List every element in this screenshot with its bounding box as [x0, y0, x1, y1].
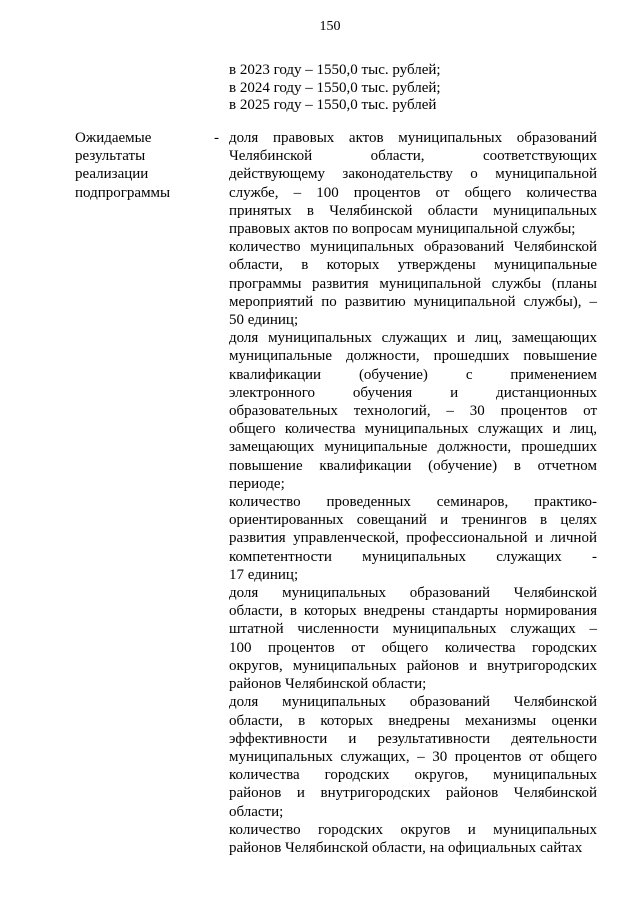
label-line: результаты: [75, 148, 146, 165]
paragraph-line: ориентированных совещаний и тренингов в целях: [229, 512, 597, 529]
label-line: реализации: [75, 166, 149, 183]
result-paragraph: [229, 493, 597, 584]
result-paragraph: [229, 821, 597, 857]
paragraph-line: доля муниципальных образований Челябинской: [229, 585, 597, 602]
paragraph-line: доля муниципальных образований Челябинской: [229, 694, 597, 711]
paragraph-line: замещающих муниципальные должности, прошедших: [229, 439, 597, 456]
separator-dash: -: [214, 130, 219, 146]
paragraph-line: общего количества муниципальных служащих и лиц,: [229, 421, 597, 438]
paragraph-line: электронного обучения и дистанционных: [229, 384, 597, 401]
paragraph-line: районов и внутригородских районов Челябинской: [229, 785, 597, 802]
paragraph-line: 100 процентов от общего количества городских: [229, 639, 597, 656]
paragraph-line: образовательных технологий, – 30 процентов от: [229, 403, 597, 420]
paragraph-line: доля муниципальных служащих и лиц, замещающих: [229, 330, 597, 347]
funding-line-2025: в 2025 году – 1550,0 тыс. рублей: [229, 97, 437, 114]
result-paragraph: [229, 129, 597, 238]
paragraph-line: программы развития муниципальной службы (планы: [229, 275, 597, 292]
paragraph-line: количество проведенных семинаров, практико-: [229, 494, 597, 511]
funding-line-2024: в 2024 году – 1550,0 тыс. рублей;: [229, 79, 441, 96]
paragraph-line: количество муниципальных образований Челябинской: [229, 239, 597, 256]
paragraph-line: муниципальных служащих, – 30 процентов от общего: [229, 748, 597, 765]
funding-list: [229, 62, 441, 115]
paragraph-line: количество городских округов и муниципальных: [229, 821, 597, 838]
paragraph-line: округов, муниципальных районов и внутригородских: [229, 657, 597, 674]
result-paragraph: [229, 693, 597, 820]
paragraph-line: мероприятий по развитию муниципальной службы), –: [229, 293, 597, 310]
paragraph-line: развития управленческой, профессиональной и личной: [229, 530, 597, 547]
paragraph-line: 17 единиц;: [229, 566, 299, 583]
paragraph-line: действующему законодательству о муниципальной: [229, 166, 597, 183]
paragraph-line: муниципальные должности, прошедших повышение: [229, 348, 597, 365]
paragraph-line: эффективности и результативности деятельности: [229, 730, 597, 747]
paragraph-line: 50 единиц;: [229, 312, 299, 329]
paragraph-line: доля правовых актов муниципальных образований: [229, 130, 597, 146]
paragraph-line: принятых в Челябинской области муниципальных: [229, 202, 597, 219]
funding-line-2023: в 2023 году – 1550,0 тыс. рублей;: [229, 62, 441, 78]
paragraph-line: области, в которых утверждены муниципальные: [229, 257, 597, 274]
result-paragraph: [229, 238, 597, 329]
paragraph-line: районов Челябинской области, на официальных сайтах: [229, 839, 583, 856]
result-paragraph: [229, 329, 597, 493]
paragraph-line: области, в которых внедрены стандарты нормирования: [229, 603, 597, 620]
paragraph-line: области;: [229, 803, 284, 820]
paragraph-line: периоде;: [229, 475, 285, 492]
expected-results: [229, 129, 597, 857]
paragraph-line: количества городских округов, муниципальных: [229, 767, 597, 784]
paragraph-line: правовых актов по вопросам муниципальной службы;: [229, 221, 576, 238]
label-line: Ожидаемые: [75, 130, 152, 146]
label-line: подпрограммы: [75, 184, 171, 201]
paragraph-line: повышение квалификации (обучение) в отчетном: [229, 457, 597, 474]
paragraph-line: службе, – 100 процентов от общего количества: [229, 184, 597, 201]
page-number: 150: [319, 19, 341, 34]
paragraph-line: Челябинской области, соответствующих: [229, 148, 597, 165]
paragraph-line: области, в которых внедрены механизмы оценки: [229, 712, 597, 729]
paragraph-line: компетентности муниципальных служащих -: [229, 548, 597, 565]
section-label: [75, 129, 170, 202]
result-paragraph: [229, 584, 597, 693]
paragraph-line: квалификации (обучение) с применением: [229, 366, 597, 383]
paragraph-line: районов Челябинской области;: [229, 676, 427, 693]
paragraph-line: штатной численности муниципальных служащих –: [229, 621, 597, 638]
